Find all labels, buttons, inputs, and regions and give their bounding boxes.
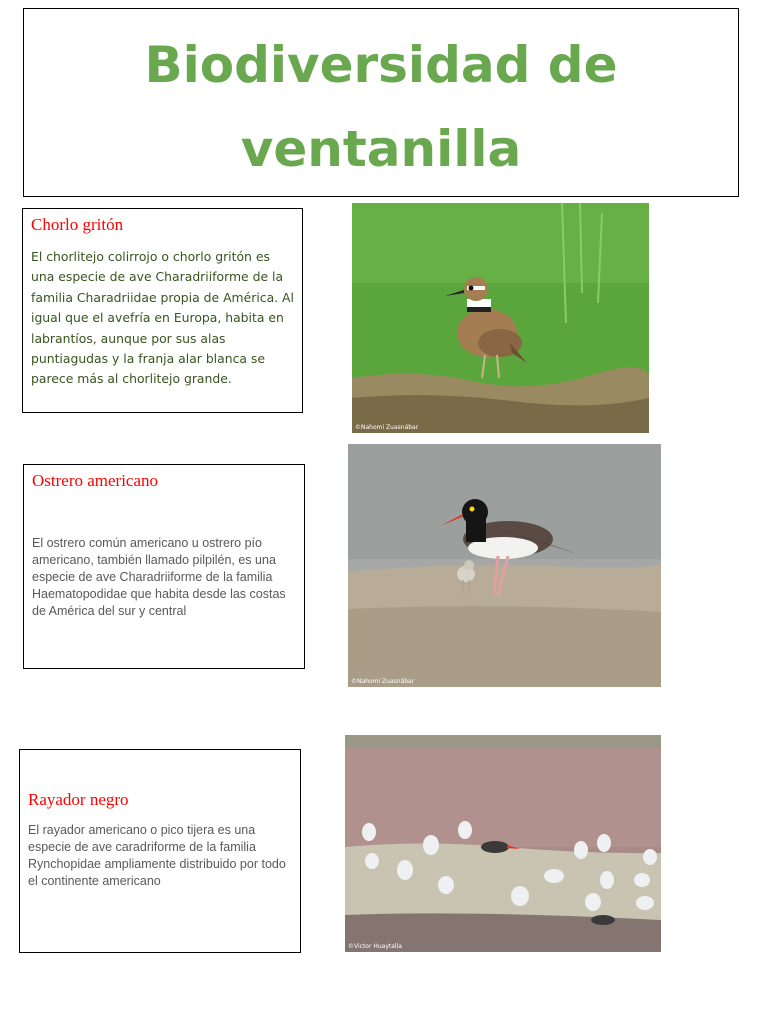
species-card-ostrero [23, 464, 305, 669]
skimmer-image [345, 735, 661, 952]
species-description: El rayador americano o pico tijera es una especie de ave caradriforme de la familia Rynchopidae ampliamente distribuido por todo el continente americano [28, 823, 286, 888]
species-name: Rayador negro [28, 790, 129, 809]
photo-credit: ©Nahomi Zuasnábar [351, 678, 415, 685]
species-description: El ostrero común americano u ostrero pío americano, también llamado pilpilén, es una especie de ave Charadriiforme de la familia Haematopodidae que habita desde las costas de América del sur y central [32, 536, 286, 618]
species-description: El chorlitejo colirrojo o chorlo gritón es una especie de ave Charadriiforme de la familia Charadriidae propia de América. Al igual que el avefría en Europa, habita en labrantíos, aunque por sus alas puntiagudas y la franja alar blanca se parece más al chorlitejo grande. [31, 249, 294, 387]
species-name: Chorlo gritón [31, 215, 124, 234]
photo-rayador [345, 735, 661, 952]
killdeer-image [352, 203, 649, 433]
photo-credit: ©Victor Huaytalla [348, 943, 402, 950]
page-title: Biodiversidad de ventanilla [144, 36, 618, 178]
photo-credit: ©Nahomi Zuasnábar [355, 424, 419, 431]
title-box [23, 8, 739, 197]
photo-chorlo [352, 203, 649, 433]
species-card-rayador [19, 749, 301, 953]
oystercatcher-image [348, 444, 661, 687]
species-name: Ostrero americano [32, 471, 159, 490]
species-card-chorlo [22, 208, 303, 413]
photo-ostrero [348, 444, 661, 687]
